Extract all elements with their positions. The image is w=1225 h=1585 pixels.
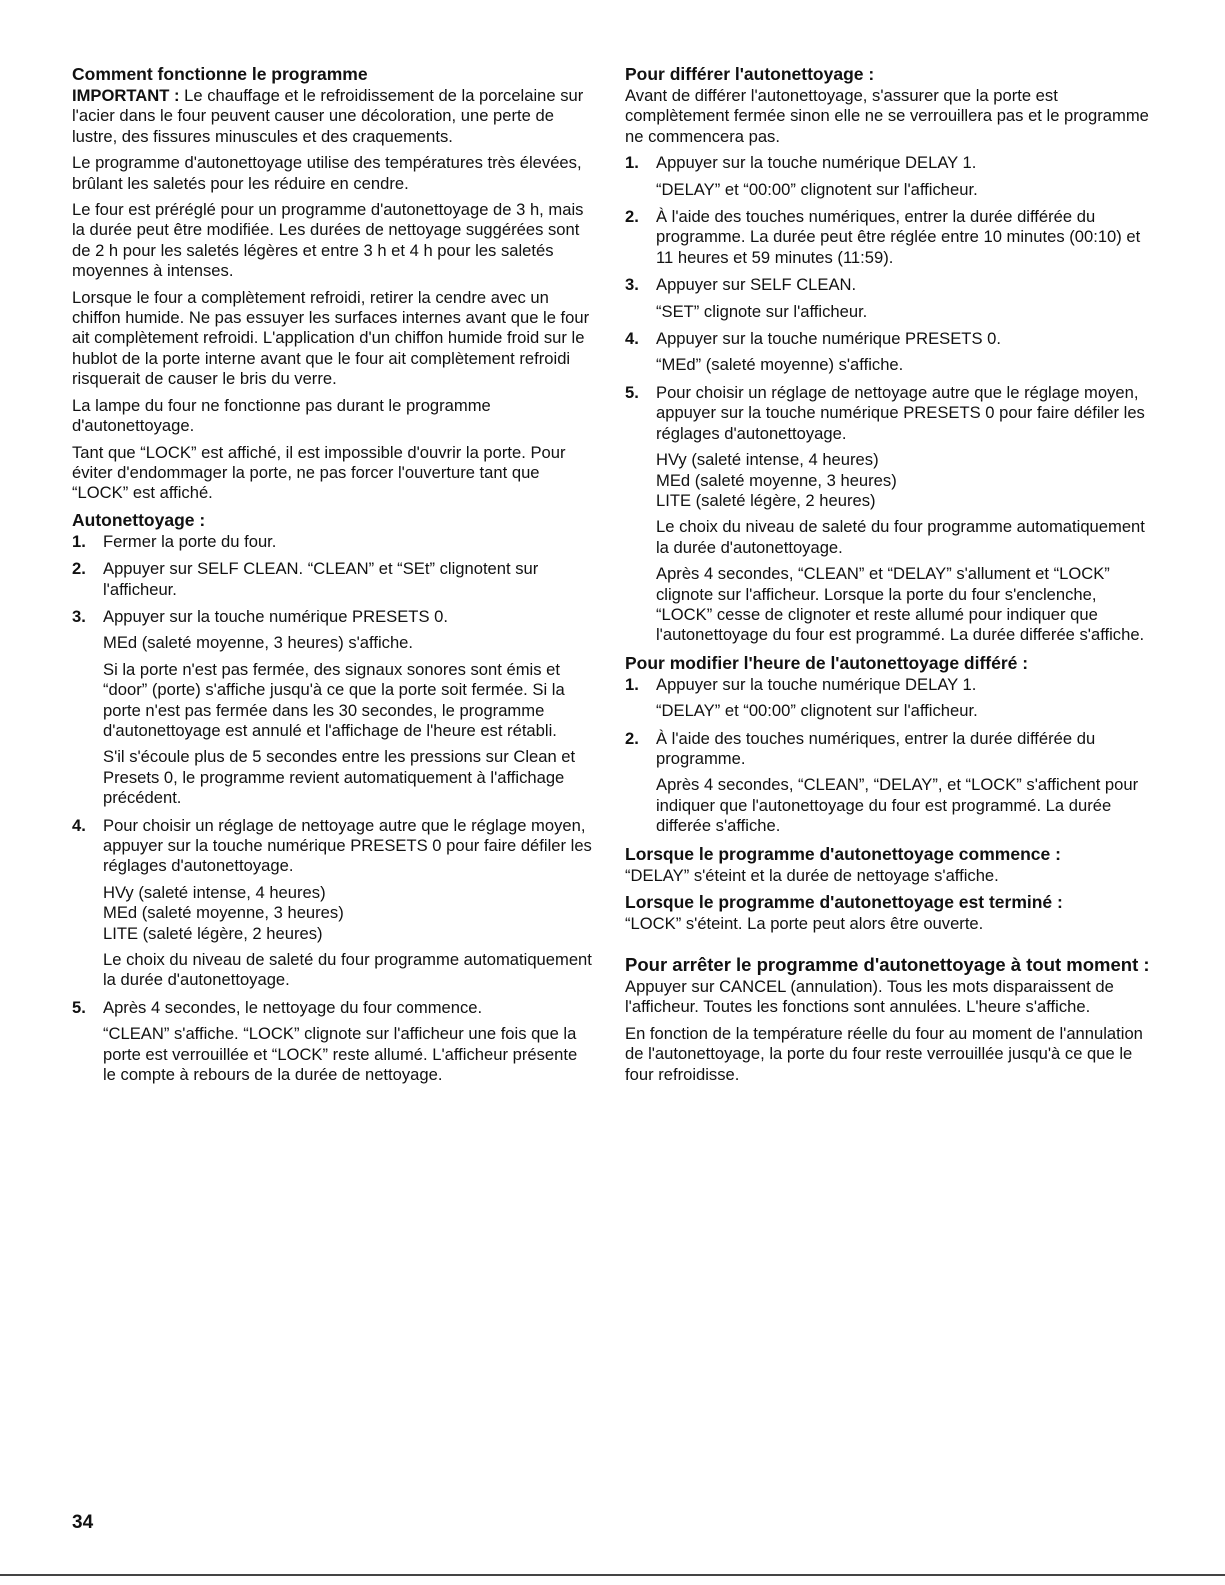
soil-level-medium: MEd (saleté moyenne, 3 heures) [656,470,897,490]
paragraph: Le programme d'autonettoyage utilise des températures très élevées, brûlant les saletés pour les réduire en cendre. [72,153,582,193]
step-number: 1. [625,674,639,694]
step-detail: Le choix du niveau de saleté du four programme automatiquement la durée d'autonettoyage. [103,950,592,990]
paragraph: Avant de différer l'autonettoyage, s'assurer que la porte est complètement fermée sinon elle ne se verrouillera pas et le programme ne commencera pas. [625,86,1149,146]
step-detail: Le choix du niveau de saleté du four programme automatiquement la durée d'autonettoyage. [656,517,1145,557]
step-number: 5. [72,997,86,1017]
list-item [72,816,592,991]
soil-level-light: LITE (saleté légère, 2 heures) [656,490,876,510]
list-item [72,607,592,809]
step-detail: Si la porte n'est pas fermée, des signaux sonores sont émis et “door” (porte) s'affiche jusqu'à ce que la porte soit fermée. Si la porte n'est pas fermée dans les 30 secondes, le programme d'autonettoyage est annulé et l'affichage de l'heure est rétabli. [103,659,565,740]
list-item [625,675,1150,722]
step-detail: MEd (saleté moyenne, 3 heures) s'affiche. [103,633,414,653]
paragraph: Tant que “LOCK” est affiché, il est impossible d'ouvrir la porte. Pour éviter d'endommager la porte, ne pas forcer l'ouverture tant que “LOCK” est affiché. [72,442,566,503]
step-detail: “CLEAN” s'affiche. “LOCK” clignote sur l'afficheur une fois que la porte est verrouillée et “LOCK” reste allumé. L'afficheur présente le compte à rebours de la durée de nettoyage. [103,1024,578,1085]
heading-clean-ends: Lorsque le programme d'autonettoyage est terminé : [625,892,1063,912]
heading-stop-clean: Pour arrêter le programme d'autonettoyage à tout moment : [625,954,1150,976]
list-item [625,153,1150,200]
step-number: 2. [625,728,639,748]
page-number: 34 [72,1512,94,1533]
paragraph: “LOCK” s'éteint. La porte peut alors être ouverte. [625,914,984,933]
list-item [625,329,1150,376]
soil-level-heavy: HVy (saleté intense, 4 heures) [103,882,326,902]
change-delay-steps [625,675,1150,837]
step-text: Appuyer sur la touche numérique DELAY 1. [656,674,977,694]
important-label: IMPORTANT : [72,86,180,105]
paragraph: “DELAY” s'éteint et la durée de nettoyage s'affiche. [625,865,999,885]
step-detail: “MEd” (saleté moyenne) s'affiche. [656,355,904,375]
soil-level-medium: MEd (saleté moyenne, 3 heures) [103,903,344,923]
step-detail: Après 4 secondes, “CLEAN” et “DELAY” s'allument et “LOCK” clignote sur l'afficheur. Lorsque la porte du four s'enclenche, “LOCK” cesse de clignoter et reste allumé pour indiquer que l'autonettoyage du four est programmé. La durée differée s'affiche. [656,564,1145,645]
soil-levels [103,883,592,944]
step-text: Pour choisir un réglage de nettoyage autre que le réglage moyen, appuyer sur la touche numérique PRESETS 0 pour faire défiler les réglages d'autonettoyage. [103,815,592,876]
right-column [625,64,1150,1091]
step-text: Appuyer sur la touche numérique PRESETS 0. [656,329,1001,349]
paragraph: Appuyer sur CANCEL (annulation). Tous les mots disparaissent de l'afficheur. Toutes les fonctions sont annulées. L'heure s'affiche. [625,976,1114,1017]
step-number: 2. [72,559,86,579]
step-number: 4. [625,329,639,349]
important-note [72,86,592,147]
heading-self-clean: Autonettoyage : [72,509,206,530]
step-detail: Après 4 secondes, “CLEAN”, “DELAY”, et “LOCK” s'affichent pour indiquer que l'autonettoyage du four est programmé. La durée differée s'affiche. [656,775,1139,836]
step-number: 4. [72,815,86,835]
step-text: Pour choisir un réglage de nettoyage autre que le réglage moyen, appuyer sur la touche numérique PRESETS 0 pour faire défiler les réglages d'autonettoyage. [656,382,1145,443]
bottom-rule [0,1574,1225,1576]
soil-levels [656,450,1150,511]
step-text: À l'aide des touches numériques, entrer la durée différée du programme. La durée peut être réglée entre 10 minutes (00:10) et 11 heures et 59 minutes (11:59). [656,207,1141,267]
paragraph: Lorsque le four a complètement refroidi, retirer la cendre avec un chiffon humide. Ne pas essuyer les surfaces internes avant que le four ait complètement refroidi. L'application d'un chiffon humide froid sur le hublot de la porte interne avant que le four ait complètement refroidi risquerait de causer le bris du verre. [72,287,590,389]
paragraph: La lampe du four ne fonctionne pas durant le programme d'autonettoyage. [72,395,491,436]
left-column [72,64,592,1092]
step-text: Après 4 secondes, le nettoyage du four commence. [103,997,483,1017]
paragraph: En fonction de la température réelle du four au moment de l'annulation de l'autonettoyage, la porte du four reste verrouillée jusqu'à ce que le four refroidisse. [625,1023,1143,1084]
step-text: À l'aide des touches numériques, entrer la durée différée du programme. [656,728,1096,768]
step-text: Fermer la porte du four. [103,531,277,551]
list-item [72,532,592,552]
step-number: 1. [72,531,86,551]
step-text: Appuyer sur la touche numérique PRESETS 0. [103,606,448,626]
self-clean-steps [72,532,592,1086]
step-text: Appuyer sur la touche numérique DELAY 1. [656,153,977,173]
step-text: Appuyer sur SELF CLEAN. “CLEAN” et “SEt” clignotent sur l'afficheur. [103,559,539,599]
step-number: 2. [625,207,639,227]
list-item [72,998,592,1086]
paragraph: Le four est préréglé pour un programme d'autonettoyage de 3 h, mais la durée peut être modifiée. Les durées de nettoyage suggérées sont de 2 h pour les saletés légères et entre 3 h et 4 h pour les saletés moyennes à intenses. [72,200,584,281]
soil-level-heavy: HVy (saleté intense, 4 heures) [656,450,879,470]
soil-level-light: LITE (saleté légère, 2 heures) [103,923,323,943]
step-detail: “DELAY” et “00:00” clignotent sur l'afficheur. [656,179,978,199]
step-detail: “DELAY” et “00:00” clignotent sur l'afficheur. [656,701,978,721]
list-item [625,207,1150,268]
heading-how-it-works: Comment fonctionne le programme [72,64,368,84]
step-number: 1. [625,153,639,173]
step-text: Appuyer sur SELF CLEAN. [656,275,857,295]
step-number: 3. [625,275,639,295]
heading-change-delay: Pour modifier l'heure de l'autonettoyage différé : [625,652,1029,673]
list-item [72,559,592,600]
step-detail: “SET” clignote sur l'afficheur. [656,301,868,321]
delay-clean-steps [625,153,1150,646]
heading-clean-starts: Lorsque le programme d'autonettoyage commence : [625,843,1061,864]
list-item [625,275,1150,322]
heading-delay-clean: Pour différer l'autonettoyage : [625,64,875,84]
step-number: 3. [72,606,86,626]
list-item [625,383,1150,646]
important-text: Le chauffage et le refroidissement de la porcelaine sur l'acier dans le four peuvent causer une décoloration, une perte de lustre, des fissures minuscules et des craquements. [72,86,584,146]
step-detail: S'il s'écoule plus de 5 secondes entre les pressions sur Clean et Presets 0, le programme revient automatiquement à l'affichage précédent. [103,747,576,808]
list-item [625,729,1150,837]
step-number: 5. [625,382,639,402]
